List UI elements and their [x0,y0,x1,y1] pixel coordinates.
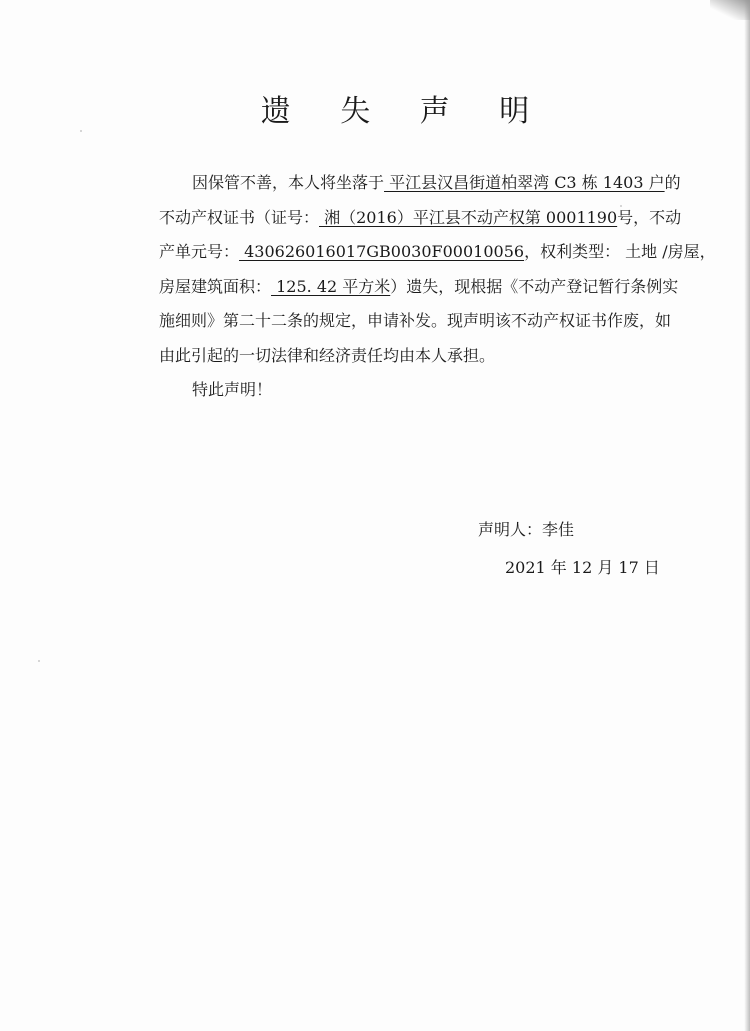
property-unit-number: 430626016017GB0030F00010056 [239,242,525,261]
body-line-3 [159,235,716,270]
declaration-body [159,166,716,408]
declaration-date: 2021 年 12 月 17 日 [505,558,660,577]
body-line-1 [159,166,679,201]
scan-speck [38,660,40,662]
closing-statement: 特此声明！ [192,380,273,399]
body-text-segment: 不动产权证书（证号： [159,207,320,227]
body-line-4 [159,270,679,305]
body-text-segment: 房屋建筑面积： [159,276,272,296]
body-text-segment: ，权利类型： 土地 /房屋， [524,242,716,261]
scan-edge-shadow [744,0,750,1031]
declarant-signature: 声明人：李佳 [478,520,575,539]
body-line-2 [159,201,682,236]
certificate-number: 湘（2016）平江县不动产权第 0001190 [319,207,618,227]
body-text-segment: 因保管不善，本人将坐落于 [192,173,385,192]
body-line-5: 施细则》第二十二条的规定，申请补发。现声明该不动产权证书作废，如 [159,311,672,330]
body-text-segment: ）遗失，现根据《不动产登记暂行条例实 [390,276,679,296]
body-text-segment: 的 [664,173,681,192]
document-title: 遗 失 声 明 [260,94,550,129]
scan-speck [80,130,82,132]
body-text-segment: 号，不动 [617,207,682,227]
property-location: 平江县汉昌街道柏翠湾 C3 栋 1403 户 [384,173,665,192]
scan-speck [620,205,622,207]
building-area: 125. 42 平方米 [271,276,391,296]
body-line-6: 由此引起的一切法律和经济责任均由本人承担。 [159,345,496,365]
scan-corner-shadow [710,0,750,20]
body-text-segment: 产单元号： [159,242,240,261]
